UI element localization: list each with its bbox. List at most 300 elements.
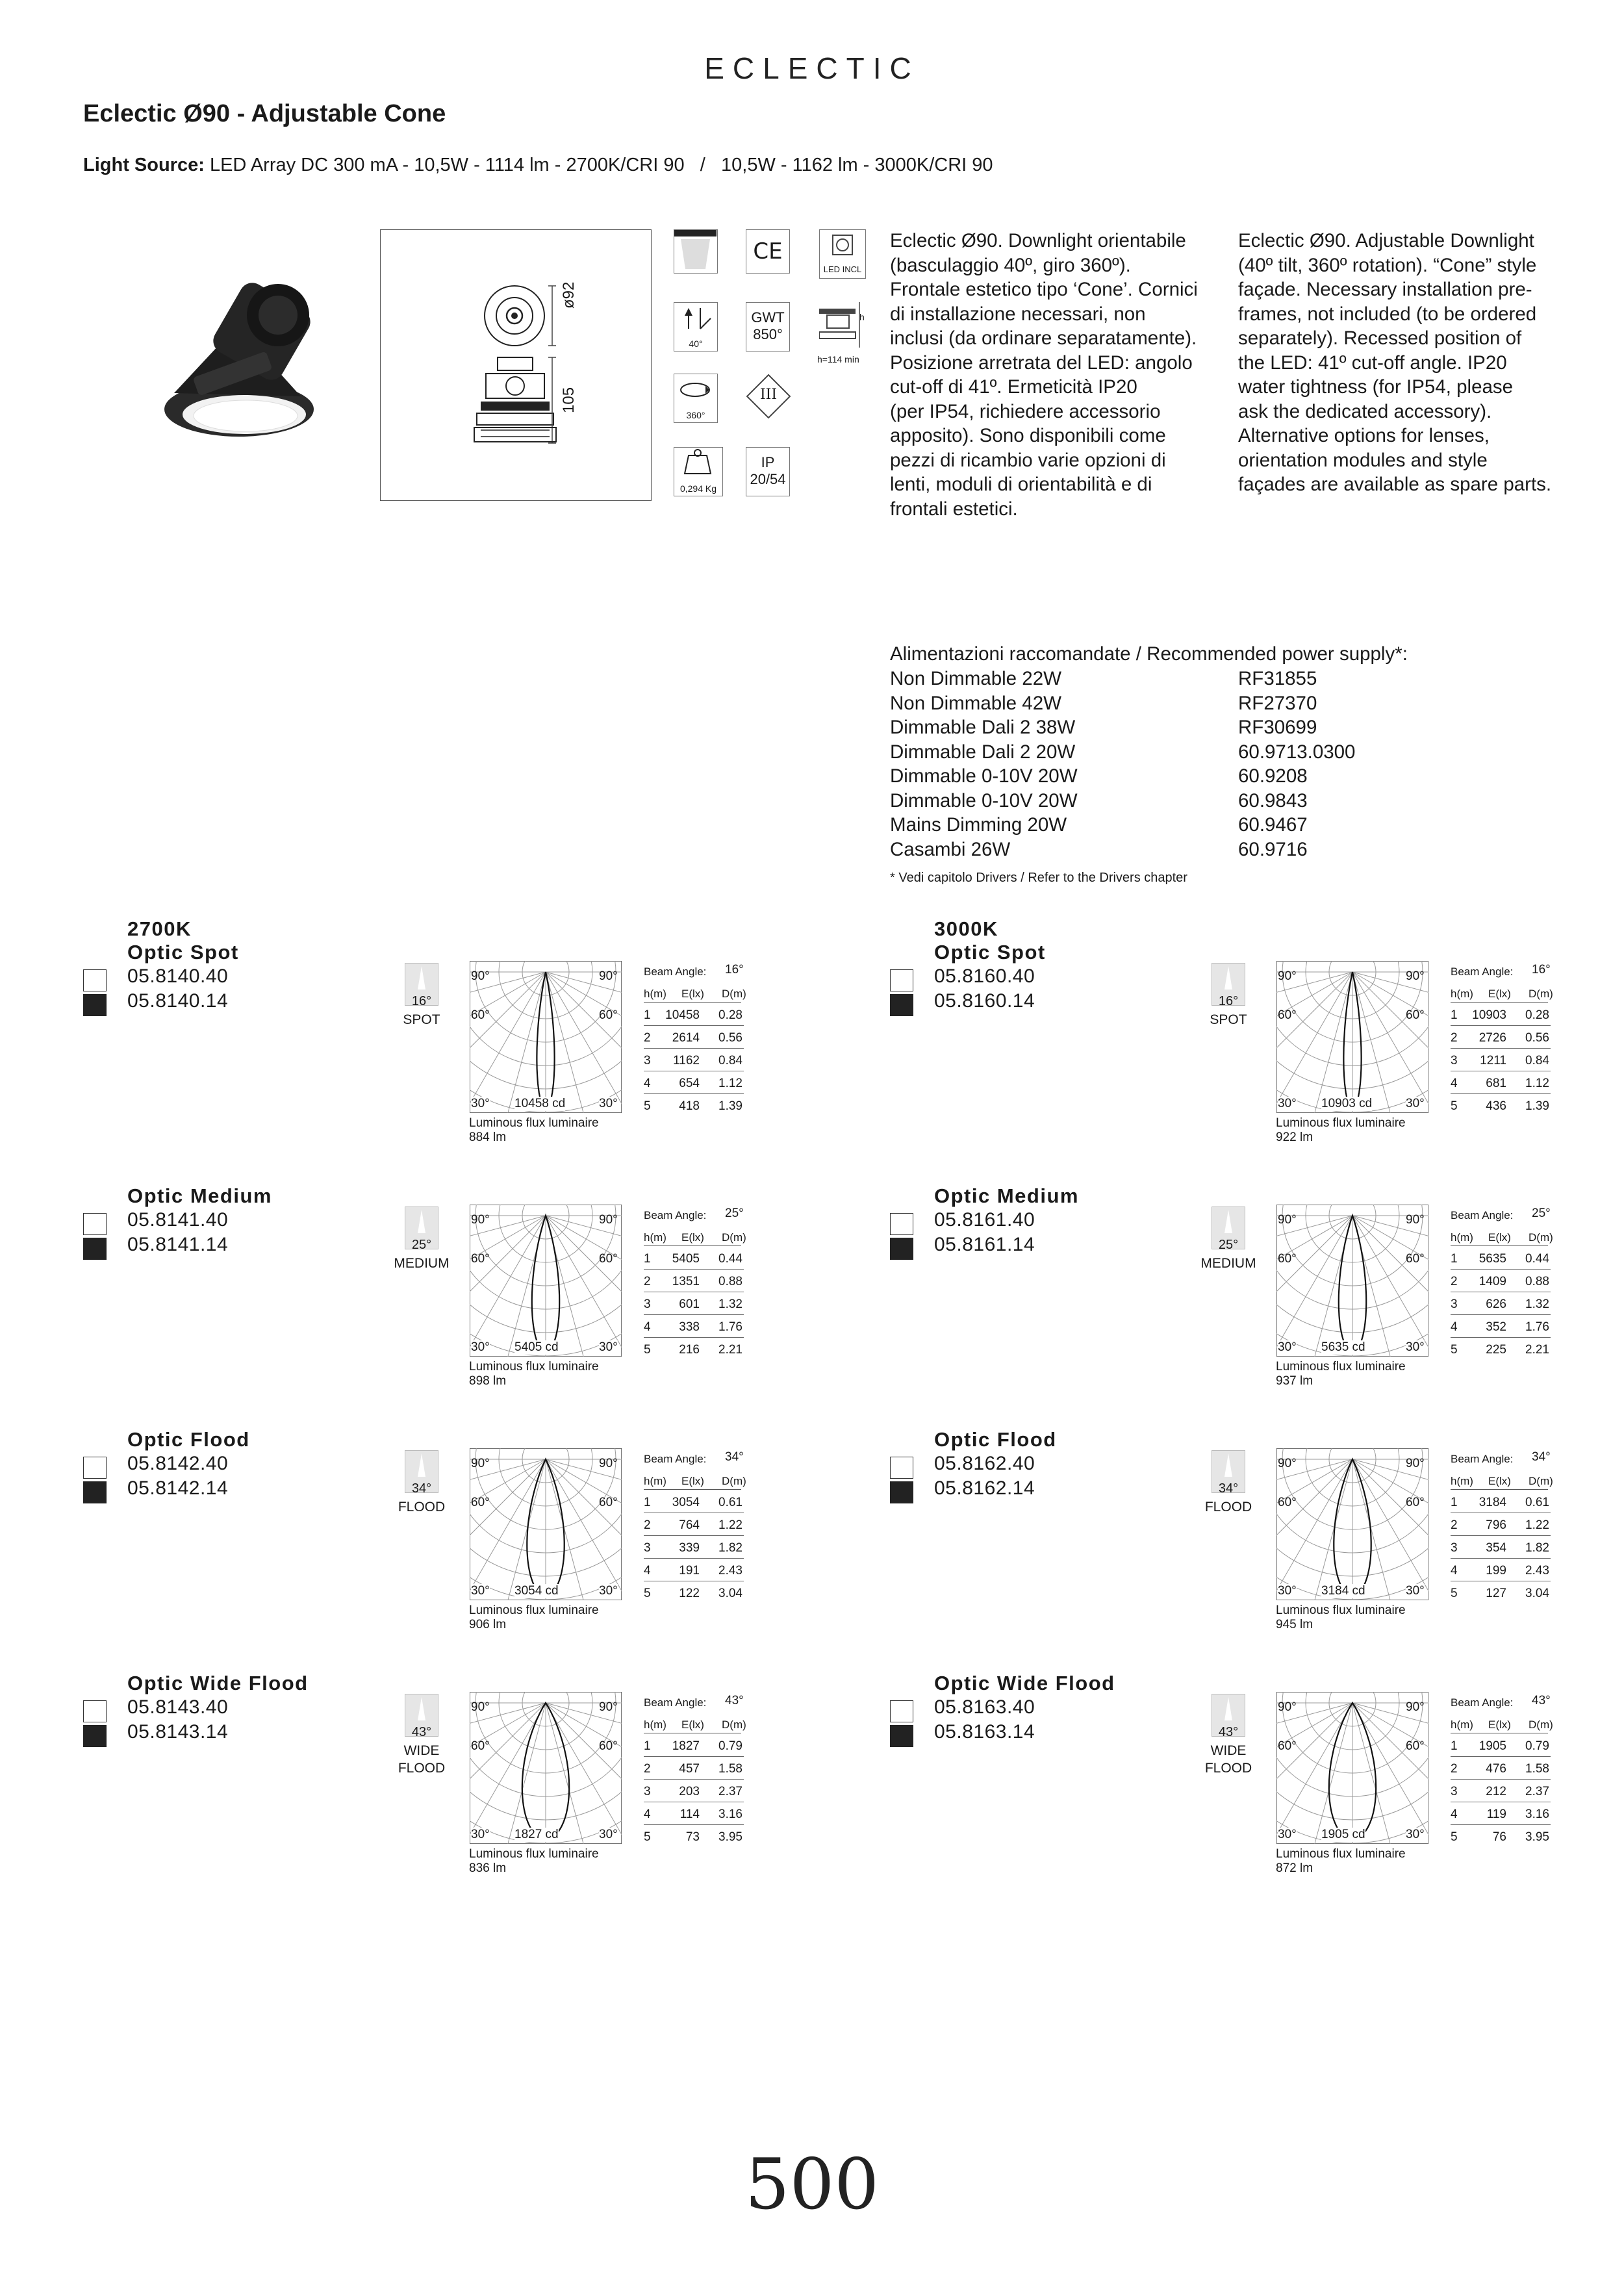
power-supply-title: Alimentazioni raccomandate / Recommended power supply*: [890, 643, 1408, 665]
row-height: 4 [1451, 1077, 1458, 1090]
product-photo [148, 266, 324, 448]
white-finish-swatch [83, 1213, 107, 1235]
polar-label-90-right: 90° [599, 1213, 618, 1227]
row-height: 2 [644, 1518, 651, 1532]
ip-rating-icon [746, 447, 790, 496]
row-diameter: 0.61 [1525, 1496, 1549, 1509]
article-code-black: 05.8160.14 [934, 990, 1035, 1012]
table-row [644, 1496, 744, 1513]
polar-label-30-right: 30° [1406, 1828, 1425, 1841]
polar-label-30-right: 30° [599, 1584, 618, 1598]
gwt-label: GWT [751, 309, 785, 326]
polar-label-60-right: 60° [1406, 1252, 1425, 1266]
mounting-height-label: h=114 min [817, 354, 859, 364]
led-included-icon [819, 229, 866, 279]
table-row [644, 1762, 744, 1780]
power-supply-name: Non Dimmable 42W [890, 692, 1061, 714]
table-row [1451, 1077, 1551, 1094]
polar-label-90-right: 90° [599, 1457, 618, 1470]
row-illuminance: 338 [679, 1320, 700, 1334]
beam-angle-table-value: 43° [1532, 1694, 1551, 1707]
article-code-black: 05.8142.14 [127, 1477, 229, 1499]
row-height: 3 [1451, 1541, 1458, 1555]
row-illuminance: 212 [1486, 1785, 1506, 1798]
row-diameter: 1.76 [718, 1320, 742, 1334]
table-row [1451, 1808, 1551, 1825]
white-finish-swatch [83, 969, 107, 991]
row-illuminance: 199 [1486, 1564, 1506, 1578]
row-diameter: 2.21 [718, 1343, 742, 1357]
row-diameter: 0.61 [718, 1496, 742, 1509]
row-height: 2 [1451, 1762, 1458, 1776]
row-diameter: 1.82 [718, 1541, 742, 1555]
row-diameter: 1.58 [1525, 1762, 1549, 1776]
row-illuminance: 2726 [1478, 1031, 1506, 1045]
row-diameter: 3.95 [1525, 1830, 1549, 1844]
row-height: 5 [1451, 1343, 1458, 1357]
luminous-flux-label: Luminous flux luminaire [1276, 1603, 1406, 1617]
polar-label-90-right: 90° [1406, 1700, 1425, 1714]
row-diameter: 1.39 [718, 1099, 742, 1113]
beam-angle-table-value: 25° [725, 1207, 744, 1220]
row-height: 4 [644, 1320, 651, 1334]
polar-label-60-right: 60° [1406, 1739, 1425, 1753]
row-diameter: 1.82 [1525, 1541, 1549, 1555]
max-intensity-label: 5405 cd [514, 1340, 559, 1354]
row-illuminance: 191 [679, 1564, 700, 1578]
white-finish-swatch [890, 1213, 913, 1235]
row-diameter: 2.37 [1525, 1785, 1549, 1798]
row-height: 3 [1451, 1054, 1458, 1067]
row-illuminance: 457 [679, 1762, 700, 1776]
tilt-icon [674, 302, 718, 351]
table-row [1451, 1275, 1551, 1292]
row-illuminance: 73 [685, 1830, 700, 1844]
mounting-h-label: h [859, 312, 865, 322]
polar-label-30-right: 30° [1406, 1097, 1425, 1110]
optic-name: Optic Flood [934, 1428, 1057, 1451]
row-height: 3 [644, 1785, 651, 1798]
polar-label-30-right: 30° [599, 1828, 618, 1841]
beam-angle-value: 16° [1218, 994, 1239, 1008]
black-finish-swatch [890, 1238, 913, 1260]
row-illuminance: 10458 [665, 1008, 700, 1022]
polar-label-30-left: 30° [1278, 1584, 1297, 1598]
beam-angle-label: Beam Angle: [1451, 1696, 1514, 1709]
polar-label-30-left: 30° [1278, 1097, 1297, 1110]
row-diameter: 2.37 [718, 1785, 742, 1798]
light-source-text: LED Array DC 300 mA - 10,5W - 1114 lm - 2700K/CRI 90 / 10,5W - 1162 lm - 3000K/CRI 90 [204, 155, 993, 175]
polar-label-30-right: 30° [599, 1340, 618, 1354]
article-code-white: 05.8161.40 [934, 1209, 1035, 1231]
article-code-white: 05.8142.40 [127, 1453, 229, 1474]
table-divider [1451, 1489, 1548, 1490]
row-diameter: 3.04 [1525, 1587, 1549, 1600]
row-diameter: 1.22 [1525, 1518, 1549, 1532]
row-diameter: 0.56 [718, 1031, 742, 1045]
dimension-height: 105 [560, 387, 577, 413]
beam-angle-table-value: 16° [1532, 963, 1551, 977]
beam-angle-label: Beam Angle: [644, 1696, 707, 1709]
luminous-flux-value: 906 lm [469, 1618, 507, 1631]
table-row [1451, 1054, 1551, 1071]
row-diameter: 3.16 [718, 1808, 742, 1821]
table-row [1451, 1031, 1551, 1049]
table-header-height: h(m) [1451, 988, 1473, 1000]
table-row [644, 1008, 744, 1026]
row-height: 1 [644, 1008, 651, 1022]
max-intensity-label: 1905 cd [1321, 1828, 1365, 1841]
table-row [644, 1564, 744, 1581]
beam-angle-table-value: 34° [1532, 1450, 1551, 1464]
article-code-white: 05.8140.40 [127, 965, 229, 987]
optic-name: Optic Wide Flood [127, 1672, 309, 1694]
optic-name: Optic Flood [127, 1428, 250, 1451]
power-supply-name: Casambi 26W [890, 838, 1011, 860]
table-row [1451, 1785, 1551, 1802]
luminous-flux-label: Luminous flux luminaire [469, 1603, 599, 1617]
polar-label-90-right: 90° [599, 969, 618, 983]
ce-mark-text: CE [753, 238, 783, 264]
row-illuminance: 626 [1486, 1297, 1506, 1311]
polar-label-60-right: 60° [1406, 1008, 1425, 1022]
table-row [644, 1275, 744, 1292]
table-header-illuminance: E(lx) [1488, 1718, 1511, 1731]
row-height: 3 [644, 1297, 651, 1311]
row-diameter: 1.32 [718, 1297, 742, 1311]
table-header-illuminance: E(lx) [1488, 1475, 1511, 1487]
row-diameter: 3.95 [718, 1830, 742, 1844]
row-diameter: 0.84 [718, 1054, 742, 1067]
table-row [644, 1785, 744, 1802]
white-finish-swatch [83, 1700, 107, 1722]
row-diameter: 0.88 [1525, 1275, 1549, 1288]
optic-name: Optic Spot [127, 941, 239, 964]
row-height: 1 [1451, 1252, 1458, 1266]
polar-label-60-left: 60° [1278, 1008, 1297, 1022]
table-header-height: h(m) [644, 1475, 666, 1487]
beam-type-label: MEDIUM [1200, 1256, 1256, 1271]
row-height: 5 [1451, 1099, 1458, 1113]
row-diameter: 1.58 [718, 1762, 742, 1776]
row-height: 2 [644, 1275, 651, 1288]
beam-angle-value: 25° [1218, 1238, 1239, 1252]
row-height: 4 [1451, 1320, 1458, 1334]
black-finish-swatch [83, 1725, 107, 1747]
row-illuminance: 1162 [673, 1054, 700, 1067]
row-height: 3 [644, 1541, 651, 1555]
page-number: 500 [744, 2144, 880, 2225]
rotation-label: 360° [686, 410, 705, 420]
power-supply-name: Mains Dimming 20W [890, 814, 1067, 836]
table-row [1451, 1739, 1551, 1757]
row-height: 5 [1451, 1587, 1458, 1600]
row-illuminance: 127 [1486, 1587, 1506, 1600]
table-header-illuminance: E(lx) [1488, 1231, 1511, 1244]
beam-angle-value: 34° [411, 1481, 432, 1496]
table-header-height: h(m) [1451, 1475, 1473, 1487]
beam-type-label: FLOOD [1204, 1500, 1252, 1514]
polar-label-30-right: 30° [1406, 1340, 1425, 1354]
light-source-label: Light Source: [83, 155, 205, 175]
row-height: 1 [1451, 1739, 1458, 1753]
table-header-diameter: D(m) [1529, 1475, 1553, 1487]
table-row [644, 1297, 744, 1315]
luminous-flux-label: Luminous flux luminaire [469, 1116, 599, 1130]
luminous-flux-value: 884 lm [469, 1131, 507, 1144]
article-code-black: 05.8143.14 [127, 1721, 229, 1743]
luminous-flux-value: 872 lm [1276, 1861, 1313, 1875]
polar-label-60-left: 60° [1278, 1739, 1297, 1753]
table-row [1451, 1320, 1551, 1338]
row-illuminance: 418 [679, 1099, 700, 1113]
dimension-diameter: ø92 [560, 281, 577, 309]
power-supply-code: RF27370 [1238, 692, 1317, 714]
polar-label-90-left: 90° [471, 1457, 490, 1470]
polar-label-90-right: 90° [1406, 969, 1425, 983]
polar-label-60-left: 60° [471, 1252, 490, 1266]
article-code-white: 05.8160.40 [934, 965, 1035, 987]
polar-label-30-left: 30° [471, 1097, 490, 1110]
black-finish-swatch [83, 1238, 107, 1260]
table-header-diameter: D(m) [1529, 1231, 1553, 1244]
table-row [1451, 1518, 1551, 1536]
row-height: 4 [644, 1564, 651, 1578]
article-code-white: 05.8141.40 [127, 1209, 229, 1231]
class-iii-label: III [759, 387, 778, 403]
optic-name: Optic Wide Flood [934, 1672, 1115, 1694]
row-height: 3 [1451, 1785, 1458, 1798]
table-row [644, 1077, 744, 1094]
polar-label-60-right: 60° [599, 1496, 618, 1509]
tilt-label: 40° [689, 339, 703, 349]
table-row [1451, 1564, 1551, 1581]
row-illuminance: 352 [1486, 1320, 1506, 1334]
row-diameter: 3.16 [1525, 1808, 1549, 1821]
row-height: 1 [644, 1252, 651, 1266]
row-illuminance: 796 [1486, 1518, 1506, 1532]
row-illuminance: 76 [1492, 1830, 1506, 1844]
row-illuminance: 681 [1486, 1077, 1506, 1090]
row-diameter: 0.79 [1525, 1739, 1549, 1753]
black-finish-swatch [83, 994, 107, 1016]
beam-angle-value: 16° [411, 994, 432, 1008]
table-header-height: h(m) [644, 988, 666, 1000]
table-header-diameter: D(m) [722, 988, 746, 1000]
row-height: 2 [1451, 1031, 1458, 1045]
luminous-flux-label: Luminous flux luminaire [469, 1847, 599, 1861]
row-illuminance: 114 [679, 1808, 700, 1821]
table-header-illuminance: E(lx) [681, 1231, 704, 1244]
beam-type-label: WIDE FLOOD [398, 1743, 446, 1776]
beam-angle-table-value: 16° [725, 963, 744, 977]
luminous-flux-label: Luminous flux luminaire [469, 1360, 599, 1373]
row-height: 4 [644, 1808, 651, 1821]
polar-label-60-left: 60° [471, 1496, 490, 1509]
table-header-diameter: D(m) [722, 1475, 746, 1487]
row-diameter: 1.12 [718, 1077, 742, 1090]
table-row [644, 1587, 744, 1603]
led-included-label: LED INCL [823, 264, 862, 274]
polar-label-90-right: 90° [599, 1700, 618, 1714]
optic-name: Optic Medium [934, 1184, 1079, 1207]
row-illuminance: 764 [679, 1518, 700, 1532]
article-code-white: 05.8163.40 [934, 1696, 1035, 1718]
polar-label-60-right: 60° [599, 1252, 618, 1266]
max-intensity-label: 1827 cd [514, 1828, 559, 1841]
row-height: 2 [644, 1762, 651, 1776]
weight-label: 0,294 Kg [679, 483, 717, 494]
polar-label-90-right: 90° [1406, 1457, 1425, 1470]
row-illuminance: 5405 [672, 1252, 700, 1266]
rotation-icon [674, 374, 718, 423]
row-height: 5 [644, 1343, 651, 1357]
article-code-black: 05.8162.14 [934, 1477, 1035, 1499]
row-illuminance: 1409 [1478, 1275, 1506, 1288]
polar-label-90-left: 90° [1278, 969, 1297, 983]
beam-angle-value: 43° [411, 1725, 432, 1739]
row-height: 2 [1451, 1275, 1458, 1288]
row-illuminance: 1351 [672, 1275, 700, 1288]
row-diameter: 0.44 [718, 1252, 742, 1266]
row-illuminance: 654 [679, 1077, 700, 1090]
luminous-flux-label: Luminous flux luminaire [1276, 1360, 1406, 1373]
row-diameter: 1.12 [1525, 1077, 1549, 1090]
table-row [1451, 1252, 1551, 1270]
luminous-flux-value: 937 lm [1276, 1374, 1313, 1388]
power-supply-code: 60.9713.0300 [1238, 741, 1356, 763]
white-finish-swatch [890, 1457, 913, 1479]
max-intensity-label: 3054 cd [514, 1584, 559, 1598]
table-row [1451, 1541, 1551, 1559]
table-row [644, 1099, 744, 1116]
table-header-illuminance: E(lx) [681, 1475, 704, 1487]
polar-label-60-left: 60° [471, 1008, 490, 1022]
article-code-black: 05.8163.14 [934, 1721, 1035, 1743]
row-illuminance: 1905 [1478, 1739, 1506, 1753]
table-divider [1451, 1002, 1548, 1003]
beam-type-label: WIDE FLOOD [1204, 1743, 1252, 1776]
table-row [1451, 1099, 1551, 1116]
polar-label-90-left: 90° [1278, 1700, 1297, 1714]
max-intensity-label: 5635 cd [1321, 1340, 1365, 1354]
row-height: 5 [1451, 1830, 1458, 1844]
beam-angle-table-value: 34° [725, 1450, 744, 1464]
polar-label-30-right: 30° [1406, 1584, 1425, 1598]
brand-header: ECLECTIC [704, 51, 920, 85]
polar-label-30-left: 30° [471, 1584, 490, 1598]
row-illuminance: 225 [1486, 1343, 1506, 1357]
article-code-black: 05.8140.14 [127, 990, 229, 1012]
row-illuminance: 2614 [672, 1031, 700, 1045]
power-supply-code: RF31855 [1238, 668, 1317, 689]
row-height: 1 [1451, 1008, 1458, 1022]
row-diameter: 0.56 [1525, 1031, 1549, 1045]
table-row [1451, 1297, 1551, 1315]
power-supply-name: Non Dimmable 22W [890, 668, 1061, 689]
row-diameter: 0.88 [718, 1275, 742, 1288]
beam-angle-value: 43° [1218, 1725, 1239, 1739]
power-supply-name: Dimmable 0-10V 20W [890, 765, 1078, 787]
beam-angle-label: Beam Angle: [644, 1209, 707, 1221]
row-height: 5 [644, 1587, 651, 1600]
row-diameter: 1.76 [1525, 1320, 1549, 1334]
table-divider [644, 1002, 741, 1003]
table-row [644, 1343, 744, 1360]
beam-type-label: SPOT [403, 1012, 440, 1027]
row-height: 1 [1451, 1496, 1458, 1509]
table-header-height: h(m) [1451, 1231, 1473, 1244]
weight-icon [674, 447, 723, 496]
row-illuminance: 339 [679, 1541, 700, 1555]
polar-label-60-right: 60° [599, 1008, 618, 1022]
row-illuminance: 436 [1486, 1099, 1506, 1113]
table-header-illuminance: E(lx) [681, 1718, 704, 1731]
table-row [644, 1518, 744, 1536]
power-supply-code: 60.9208 [1238, 765, 1308, 787]
beam-angle-table-value: 25° [1532, 1207, 1551, 1220]
beam-angle-label: Beam Angle: [1451, 1453, 1514, 1465]
polar-label-90-left: 90° [1278, 1213, 1297, 1227]
polar-label-30-left: 30° [1278, 1828, 1297, 1841]
power-supply-footnote: * Vedi capitolo Drivers / Refer to the Drivers chapter [890, 871, 1187, 885]
luminous-flux-value: 898 lm [469, 1374, 507, 1388]
power-supply-code: RF30699 [1238, 717, 1317, 738]
table-header-diameter: D(m) [1529, 988, 1553, 1000]
max-intensity-label: 10903 cd [1321, 1097, 1373, 1110]
beam-angle-table-value: 43° [725, 1694, 744, 1707]
beam-angle-label: Beam Angle: [644, 965, 707, 978]
class-iii-icon [746, 374, 791, 419]
row-height: 2 [644, 1031, 651, 1045]
black-finish-swatch [890, 1481, 913, 1503]
luminous-flux-value: 922 lm [1276, 1131, 1313, 1144]
row-diameter: 1.39 [1525, 1099, 1549, 1113]
table-header-height: h(m) [1451, 1718, 1473, 1731]
row-height: 4 [1451, 1808, 1458, 1821]
beam-angle-value: 25° [411, 1238, 432, 1252]
white-finish-swatch [890, 969, 913, 991]
max-intensity-label: 10458 cd [514, 1097, 566, 1110]
article-code-black: 05.8141.14 [127, 1234, 229, 1255]
beam-type-label: MEDIUM [394, 1256, 450, 1271]
row-illuminance: 3054 [672, 1496, 700, 1509]
row-illuminance: 5635 [1478, 1252, 1506, 1266]
cct-label: 3000K [934, 917, 998, 940]
row-diameter: 3.04 [718, 1587, 742, 1600]
polar-label-30-left: 30° [471, 1828, 490, 1841]
table-row [644, 1830, 744, 1847]
row-height: 5 [644, 1830, 651, 1844]
row-diameter: 0.28 [718, 1008, 742, 1022]
article-code-white: 05.8143.40 [127, 1696, 229, 1718]
row-illuminance: 10903 [1472, 1008, 1506, 1022]
beam-angle-label: Beam Angle: [1451, 1209, 1514, 1221]
power-supply-code: 60.9843 [1238, 789, 1308, 811]
row-diameter: 2.43 [1525, 1564, 1549, 1578]
article-code-white: 05.8162.40 [934, 1453, 1035, 1474]
row-illuminance: 122 [679, 1587, 700, 1600]
table-divider [644, 1489, 741, 1490]
article-code-black: 05.8161.14 [934, 1234, 1035, 1255]
table-row [644, 1031, 744, 1049]
luminous-flux-value: 945 lm [1276, 1618, 1313, 1631]
row-diameter: 0.28 [1525, 1008, 1549, 1022]
black-finish-swatch [890, 1725, 913, 1747]
table-header-height: h(m) [644, 1718, 666, 1731]
ip-label: IP [761, 454, 775, 470]
table-row [644, 1054, 744, 1071]
